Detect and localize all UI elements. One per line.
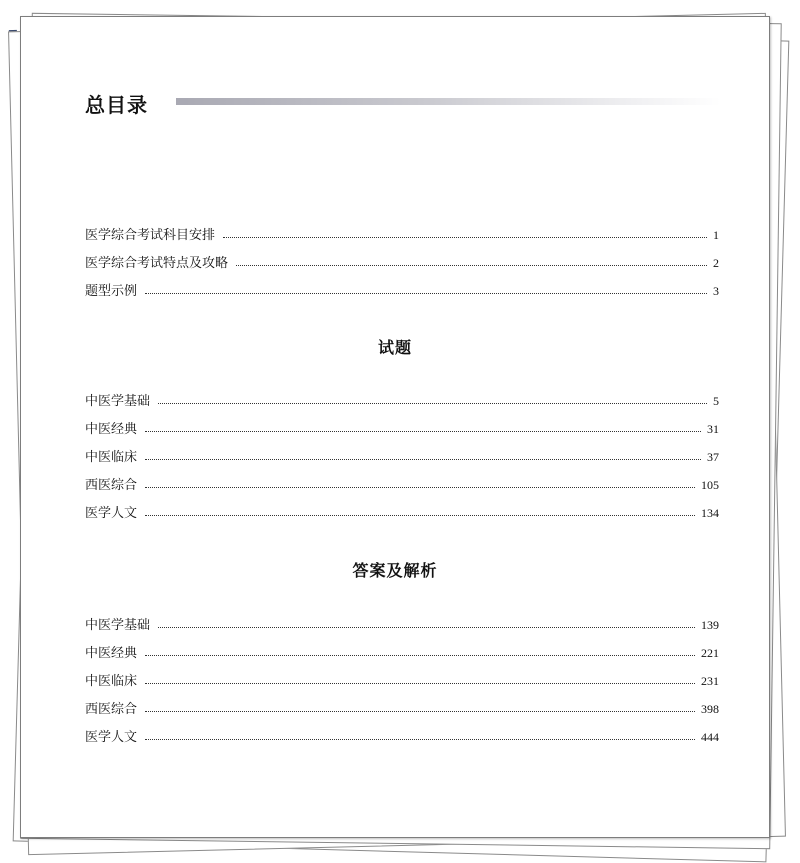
page-title: 总目录 — [85, 93, 148, 117]
toc-entry-page: 37 — [707, 450, 719, 464]
toc-entry[interactable] — [85, 725, 719, 745]
toc-entry-page: 231 — [701, 674, 719, 688]
toc-entry-label: 中医学基础 — [85, 618, 151, 633]
toc-leader-dots — [145, 292, 707, 294]
toc-leader-dots — [145, 430, 701, 432]
toc-leader-dots — [145, 458, 701, 460]
toc-leader-dots — [145, 486, 695, 488]
toc-leader-dots — [145, 710, 695, 712]
toc-entry-label: 医学综合考试特点及攻略 — [85, 256, 229, 271]
toc-entry[interactable] — [85, 445, 719, 465]
toc-entry[interactable] — [85, 223, 719, 243]
toc-entry-label: 中医临床 — [85, 450, 138, 465]
toc-leader-dots — [158, 402, 707, 404]
title-gradient-rule — [176, 98, 721, 105]
toc-entry-page: 221 — [701, 646, 719, 660]
toc-leader-dots — [145, 514, 695, 516]
toc-leader-dots — [145, 654, 695, 656]
toc-entry-label: 医学人文 — [85, 506, 138, 521]
toc-entry-page: 2 — [713, 256, 719, 270]
toc-entry[interactable] — [85, 641, 719, 661]
toc-entry-label: 西医综合 — [85, 478, 138, 493]
toc-entry[interactable] — [85, 251, 719, 271]
toc-entry[interactable] — [85, 279, 719, 299]
toc-entry-label: 中医经典 — [85, 422, 138, 437]
toc-entry-page: 444 — [701, 730, 719, 744]
toc-entry[interactable] — [85, 501, 719, 521]
toc-entry-label: 中医学基础 — [85, 394, 151, 409]
toc-leader-dots — [158, 626, 695, 628]
toc-entry-page: 398 — [701, 702, 719, 716]
toc-leader-dots — [236, 264, 707, 266]
section-heading-answers: 答案及解析 — [352, 561, 438, 580]
toc-entry-page: 5 — [713, 394, 719, 408]
toc-entry-page: 134 — [701, 506, 719, 520]
toc-entry-page: 1 — [713, 228, 719, 242]
toc-leader-dots — [145, 682, 695, 684]
toc-leader-dots — [223, 236, 707, 238]
toc-entry-page: 105 — [701, 478, 719, 492]
toc-entry-page: 31 — [707, 422, 719, 436]
toc-entry[interactable] — [85, 669, 719, 689]
toc-entry-label: 医学人文 — [85, 730, 138, 745]
toc-page — [20, 16, 770, 838]
toc-entry-label: 中医临床 — [85, 674, 138, 689]
toc-entry-label: 医学综合考试科目安排 — [85, 228, 216, 243]
toc-entry-page: 3 — [713, 284, 719, 298]
toc-leader-dots — [145, 738, 695, 740]
toc-entry[interactable] — [85, 613, 719, 633]
toc-entry-label: 题型示例 — [85, 284, 138, 299]
toc-entry[interactable] — [85, 473, 719, 493]
toc-entry-label: 西医综合 — [85, 702, 138, 717]
toc-entry-label: 中医经典 — [85, 646, 138, 661]
toc-entry-page: 139 — [701, 618, 719, 632]
section-heading-questions: 试题 — [377, 338, 412, 357]
toc-entry[interactable] — [85, 417, 719, 437]
toc-entry[interactable] — [85, 389, 719, 409]
toc-entry[interactable] — [85, 697, 719, 717]
